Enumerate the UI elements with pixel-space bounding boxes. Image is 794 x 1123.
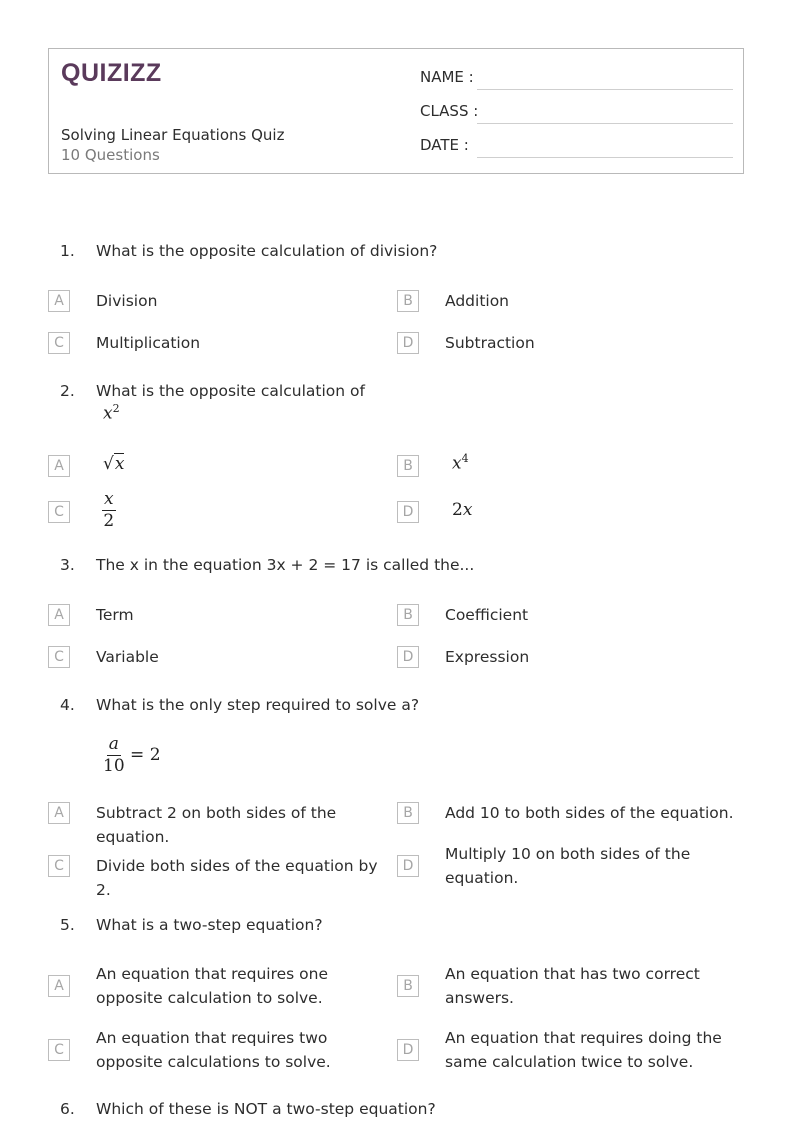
option-text: An equation that requires two opposite calculations to solve. (96, 1029, 331, 1071)
question-text: What is the only step required to solve a? (96, 696, 420, 714)
option-letter: B (397, 975, 419, 997)
worksheet-header (48, 48, 744, 174)
class-line (477, 123, 733, 124)
math-expression: $\frac{a}{10}$ = 2 (103, 734, 161, 776)
question-number: 6. (60, 1100, 75, 1118)
question-number: 2. (60, 382, 75, 400)
math-expression: $x^2$ (103, 402, 120, 424)
option-text: An equation that has two correct answers. (445, 965, 700, 1007)
question-text: What is the opposite calculation of (96, 382, 365, 400)
option-text: Term (96, 606, 134, 624)
option-text: An equation that requires one opposite calculation to solve. (96, 965, 329, 1007)
option-letter: B (397, 455, 419, 477)
question-text: Which of these is NOT a two-step equation? (96, 1100, 436, 1118)
option-letter: A (48, 455, 70, 477)
option-text: Variable (96, 648, 159, 666)
option-letter: D (397, 646, 419, 668)
option-letter: A (48, 290, 70, 312)
option-letter: A (48, 975, 70, 997)
option-math: $x^4$ (452, 452, 469, 474)
question-number: 5. (60, 916, 75, 934)
option-letter: B (397, 802, 419, 824)
option-text: Multiplication (96, 334, 201, 352)
question-text: What is a two-step equation? (96, 916, 323, 934)
option-letter: D (397, 855, 419, 877)
option-text: Division (96, 292, 158, 310)
name-line (477, 89, 733, 90)
option-text: Subtraction (445, 334, 535, 352)
option-math: 2x (452, 500, 473, 520)
option-letter: C (48, 332, 70, 354)
option-math: √x (103, 454, 125, 474)
option-text: Multiply 10 on both sides of the equation. (445, 845, 691, 887)
option-letter: C (48, 1039, 70, 1061)
option-letter: D (397, 501, 419, 523)
question-text: What is the opposite calculation of division? (96, 242, 438, 260)
option-math: $\frac{x}{2}$ (103, 489, 115, 531)
option-letter: D (397, 332, 419, 354)
option-letter: B (397, 290, 419, 312)
option-text: Add 10 to both sides of the equation. (445, 804, 734, 822)
question-text: The x in the equation 3x + 2 = 17 is called the... (96, 556, 475, 574)
question-number: 3. (60, 556, 75, 574)
question-number: 1. (60, 242, 75, 260)
option-letter: C (48, 501, 70, 523)
quizizz-logo: QUIZIZZ (61, 59, 162, 87)
option-letter: C (48, 855, 70, 877)
date-line (477, 157, 733, 158)
quiz-title: Solving Linear Equations Quiz (61, 126, 285, 144)
option-text: Addition (445, 292, 510, 310)
option-text: Expression (445, 648, 530, 666)
question-count: 10 Questions (61, 146, 160, 164)
option-text: Divide both sides of the equation by 2. (96, 857, 378, 899)
option-letter: A (48, 802, 70, 824)
option-text: Subtract 2 on both sides of the equation. (96, 804, 337, 846)
option-letter: B (397, 604, 419, 626)
name-label: NAME : (420, 68, 474, 86)
option-text: An equation that requires doing the same calculation twice to solve. (445, 1029, 722, 1071)
date-label: DATE : (420, 136, 469, 154)
option-text: Coefficient (445, 606, 529, 624)
option-letter: A (48, 604, 70, 626)
option-letter: C (48, 646, 70, 668)
question-number: 4. (60, 696, 75, 714)
class-label: CLASS : (420, 102, 479, 120)
option-letter: D (397, 1039, 419, 1061)
